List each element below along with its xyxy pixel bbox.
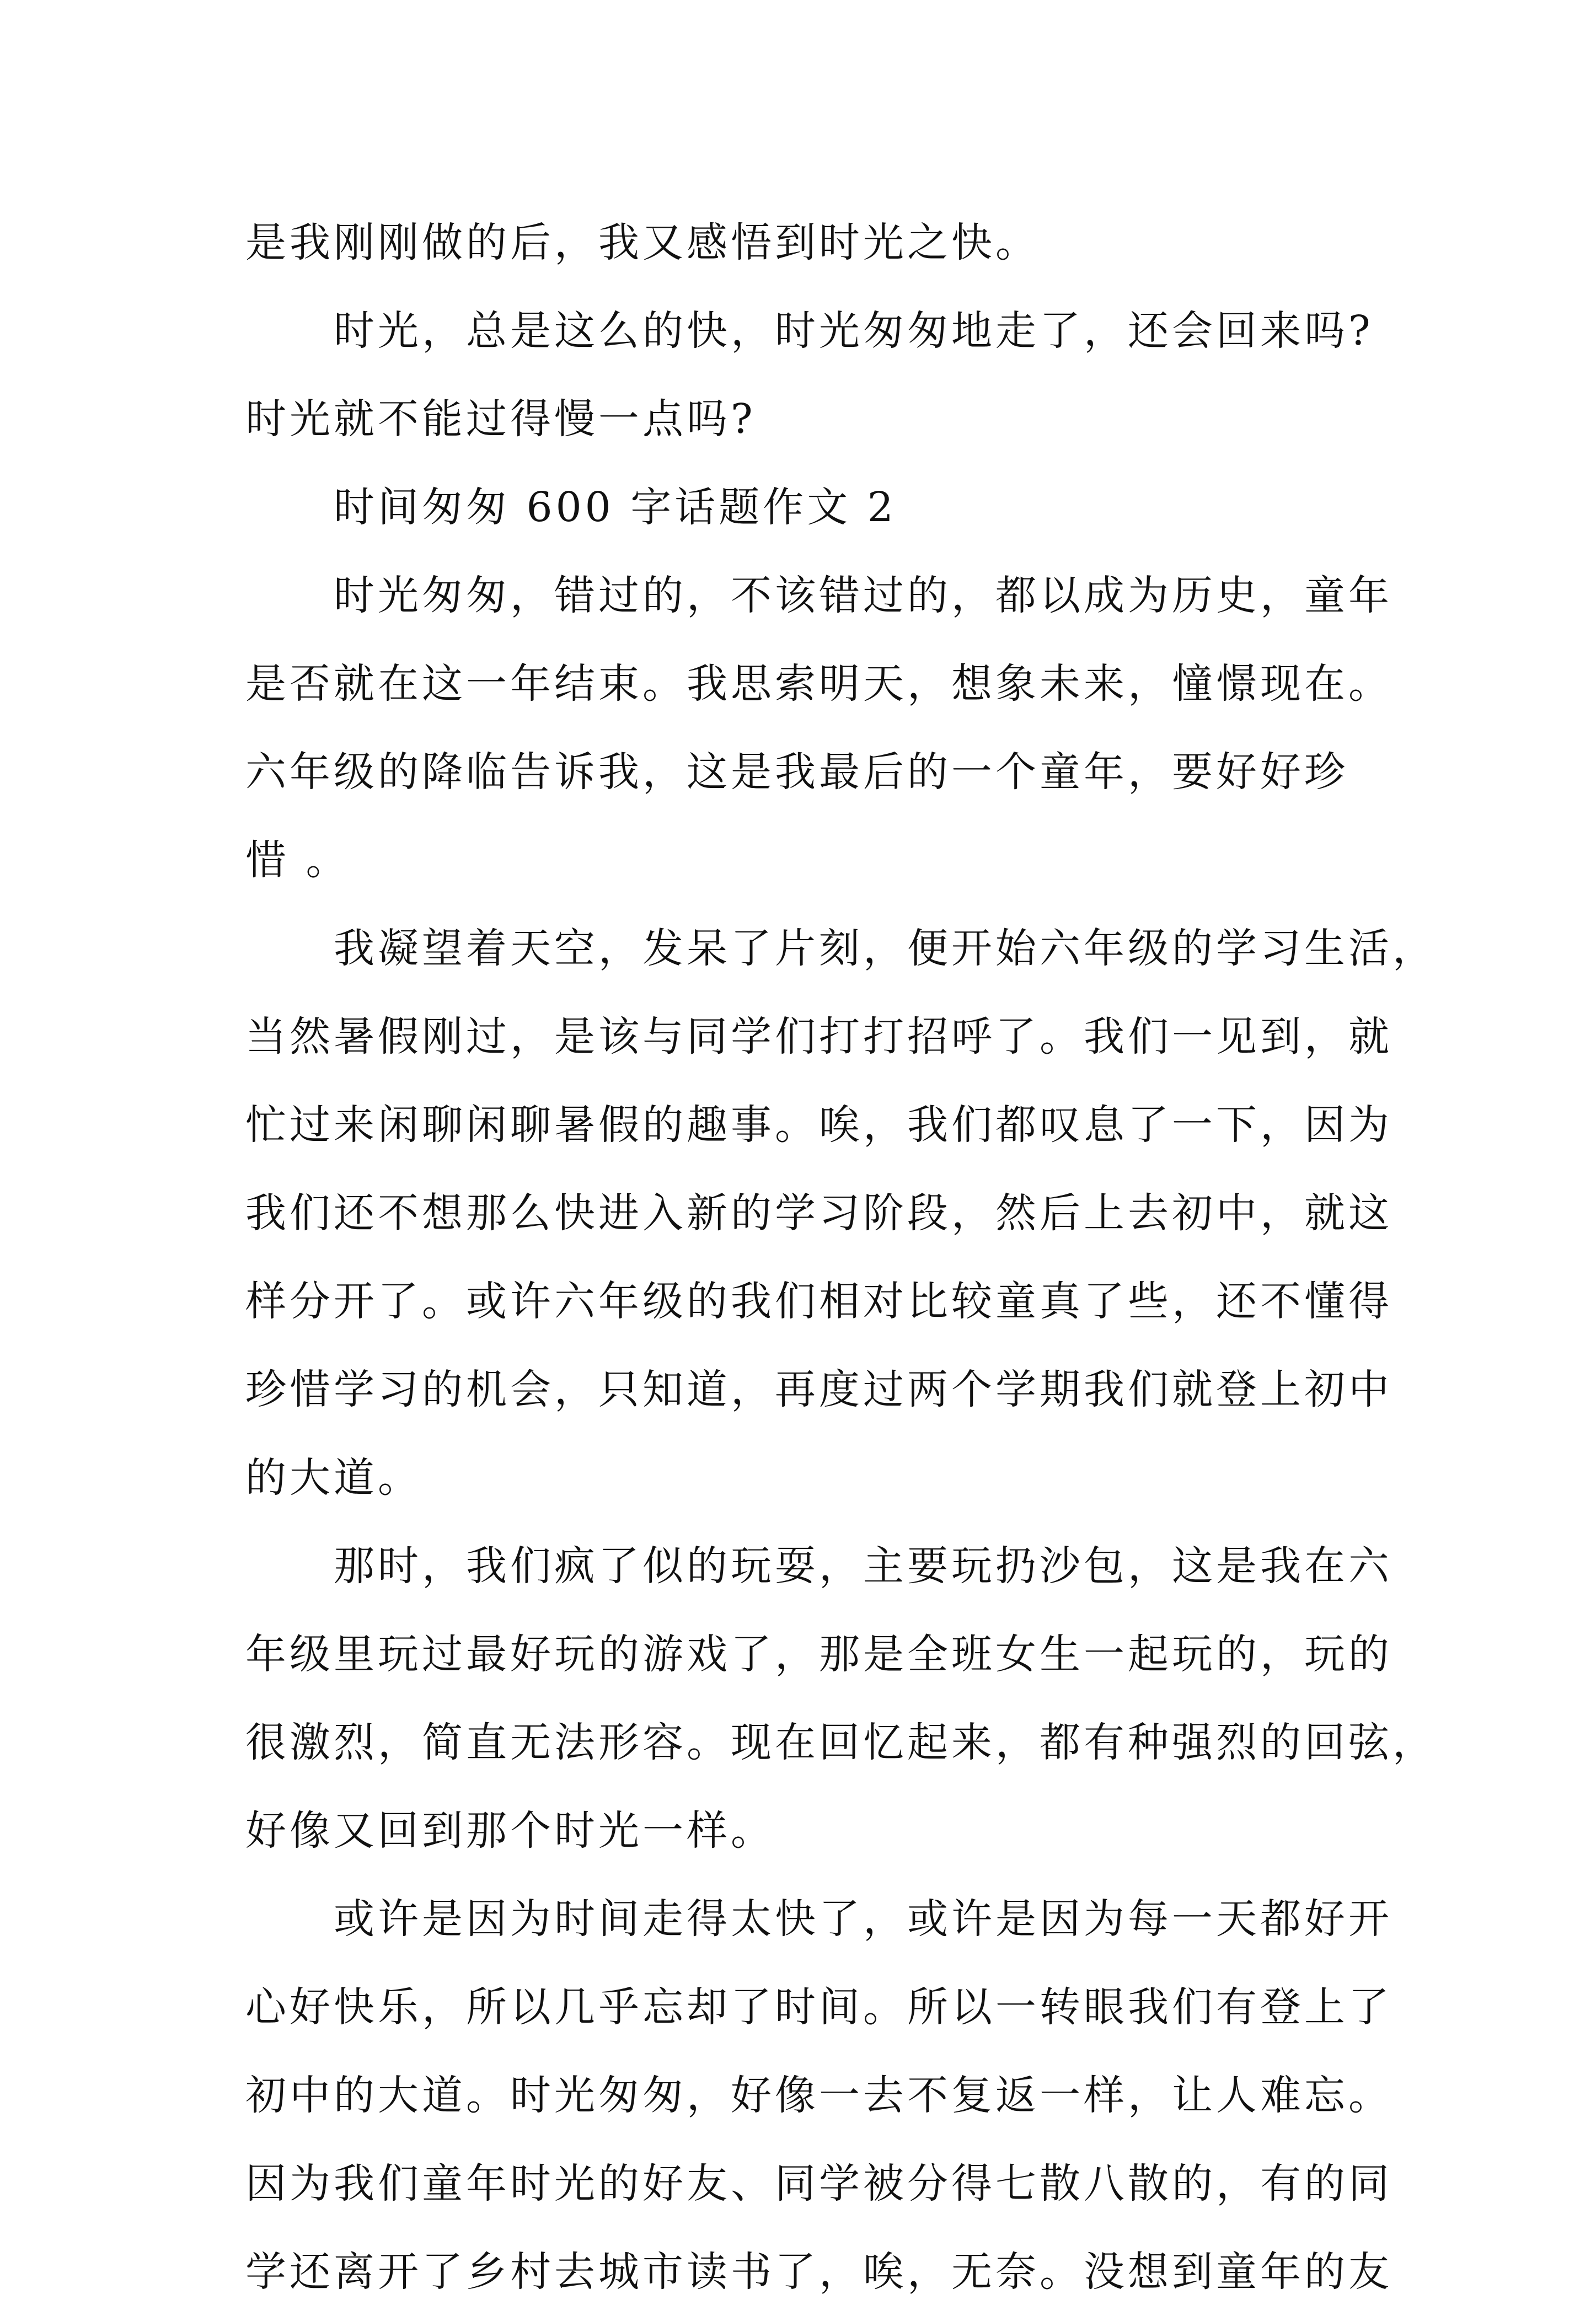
text-line: 是我刚刚做的后，我又感悟到时光之快。	[245, 219, 1040, 266]
text-line: 当然暑假刚过，是该与同学们打打招呼了。我们一见到，就	[245, 1013, 1393, 1060]
text-line: 或许是因为时间走得太快了，或许是因为每一天都好开	[334, 1895, 1393, 1943]
text-line: 的大道。	[245, 1454, 422, 1502]
text-line: 是否就在这一年结束。我思索明天，想象未来，憧憬现在。	[245, 660, 1393, 707]
text-line: 时光就不能过得慢一点吗?	[245, 395, 756, 443]
text-line: 学还离开了乡村去城市读书了，唉，无奈。没想到童年的友	[245, 2248, 1393, 2296]
text-line: 样分开了。或许六年级的我们相对比较童真了些，还不懂得	[245, 1278, 1393, 1325]
text-line: 因为我们童年时光的好友、同学被分得七散八散的，有的同	[245, 2160, 1393, 2207]
text-line: 我凝望着天空，发呆了片刻，便开始六年级的学习生活，	[334, 925, 1437, 972]
text-line: 时光，总是这么的快，时光匆匆地走了，还会回来吗?	[334, 307, 1374, 355]
section-heading: 时间匆匆 600 字话题作文 2	[334, 484, 897, 531]
text-line: 忙过来闲聊闲聊暑假的趣事。唉，我们都叹息了一下，因为	[245, 1101, 1393, 1149]
text-line: 珍惜学习的机会，只知道，再度过两个学期我们就登上初中	[245, 1366, 1393, 1413]
text-line: 时光匆匆，错过的，不该错过的，都以成为历史，童年	[334, 572, 1393, 619]
text-line: 很激烈，简直无法形容。现在回忆起来，都有种强烈的回弦，	[245, 1719, 1437, 1766]
text-line: 心好快乐，所以几乎忘却了时间。所以一转眼我们有登上了	[245, 1983, 1393, 2031]
text-line: 惜 。	[245, 837, 350, 884]
text-line: 年级里玩过最好玩的游戏了，那是全班女生一起玩的，玩的	[245, 1631, 1393, 1678]
text-line: 好像又回到那个时光一样。	[245, 1807, 775, 1854]
text-line: 那时，我们疯了似的玩耍，主要玩扔沙包，这是我在六	[334, 1542, 1393, 1590]
text-line: 我们还不想那么快进入新的学习阶段，然后上去初中，就这	[245, 1189, 1393, 1237]
text-line: 初中的大道。时光匆匆，好像一去不复返一样，让人难忘。	[245, 2072, 1393, 2119]
text-line: 六年级的降临告诉我，这是我最后的一个童年，要好好珍	[245, 748, 1348, 796]
